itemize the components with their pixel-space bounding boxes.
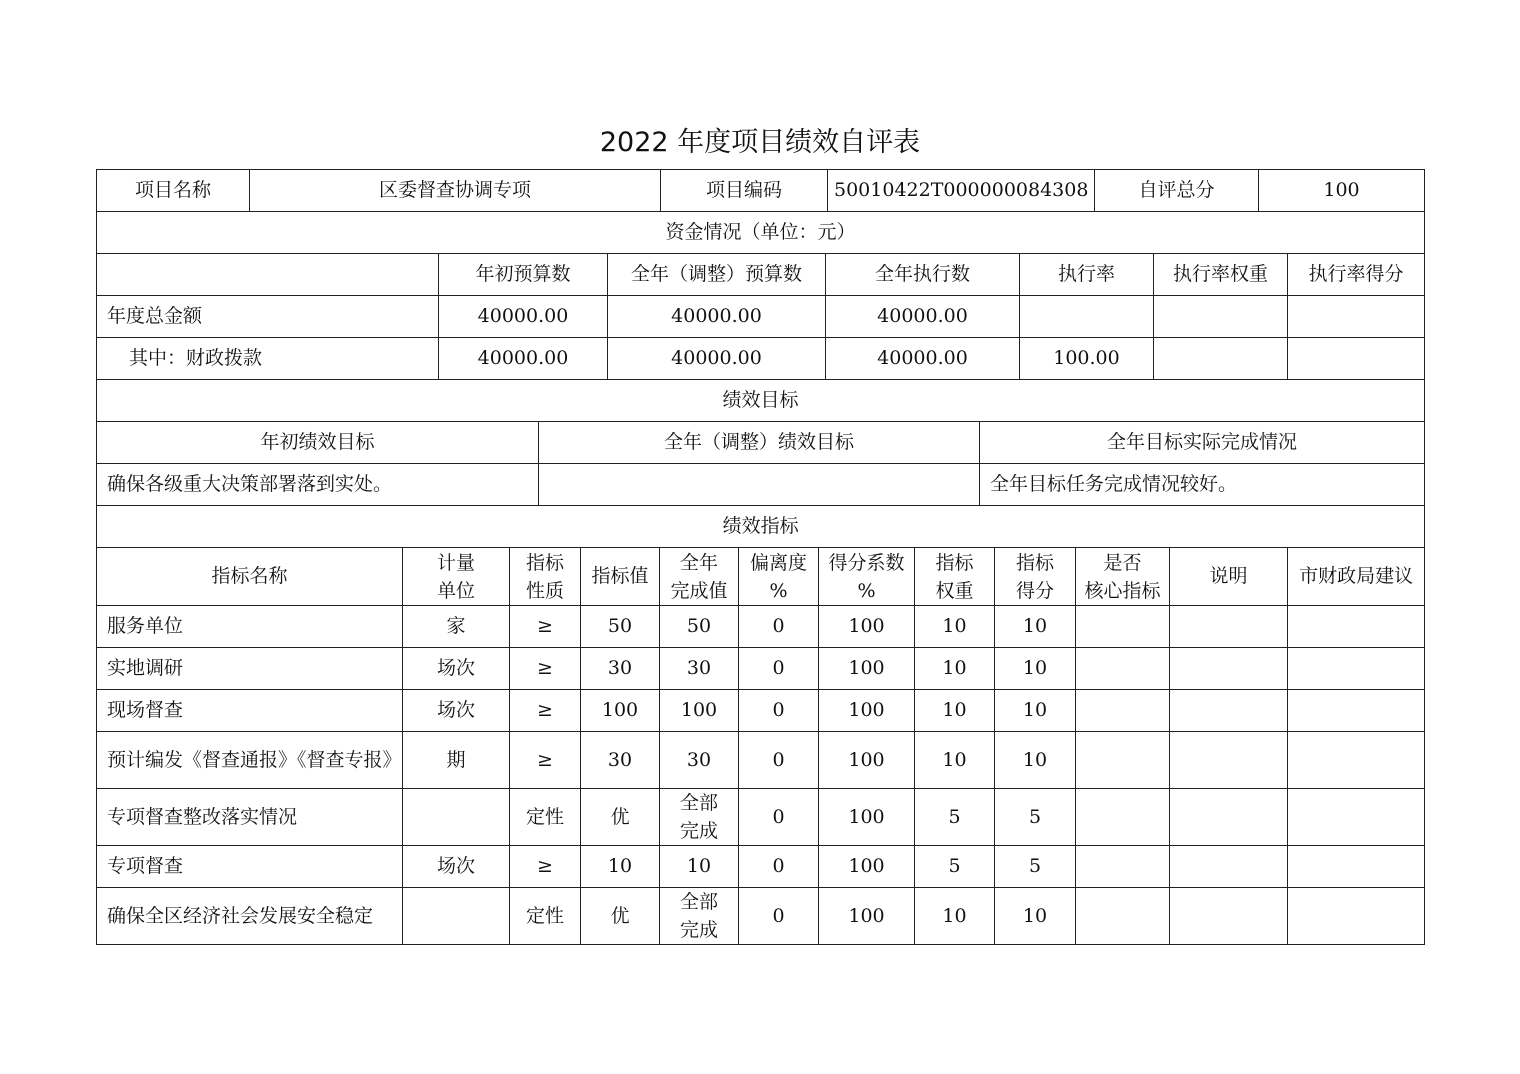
- indicator-note: [1170, 606, 1288, 648]
- indicator-value: 优: [581, 789, 660, 846]
- indicators-section-row: [97, 506, 1425, 548]
- indicator-score: 10: [995, 888, 1076, 945]
- indicator-deviation: 0: [739, 690, 819, 732]
- goal-initial: 确保各级重大决策部署落到实处。: [97, 464, 539, 506]
- funds-score-cell: [1288, 338, 1425, 380]
- goals-section-title: 绩效目标: [97, 380, 1425, 422]
- indicator-header-coef-line: 得分系数: [828, 551, 905, 574]
- indicator-nature: ≥: [510, 648, 581, 690]
- indicator-nature: 定性: [510, 888, 581, 945]
- indicator-nature: 定性: [510, 789, 581, 846]
- self-score-label: 自评总分: [1095, 170, 1259, 212]
- goal-adjusted: [539, 464, 980, 506]
- funds-adjusted-cell: 40000.00: [608, 296, 826, 338]
- indicator-value: 优: [581, 888, 660, 945]
- funds-header-cell: 全年（调整）预算数: [608, 254, 826, 296]
- indicator-advice: [1288, 648, 1425, 690]
- indicator-header-score-line: 得分: [1015, 579, 1054, 602]
- funds-initial-cell: 40000.00: [439, 296, 608, 338]
- indicator-advice: [1288, 888, 1425, 945]
- indicator-name: 预计编发《督查通报》《督查专报》: [97, 732, 403, 789]
- indicator-done: 30: [660, 732, 739, 789]
- funds-row: [97, 296, 1425, 338]
- indicator-score: 10: [995, 732, 1076, 789]
- indicator-score: 10: [995, 690, 1076, 732]
- indicator-nature: ≥: [510, 606, 581, 648]
- funds-section-title: 资金情况（单位：元）: [97, 212, 1425, 254]
- indicator-note: [1170, 789, 1288, 846]
- indicator-coef: 100: [819, 732, 915, 789]
- funds-header-cell: 执行率: [1020, 254, 1154, 296]
- goal-actual: 全年目标任务完成情况较好。: [980, 464, 1425, 506]
- indicator-header-coef: [819, 548, 915, 606]
- goals-header-row: [97, 422, 1425, 464]
- project-info-row: [97, 170, 1425, 212]
- indicator-header-unit: [403, 548, 510, 606]
- indicator-score: 5: [995, 846, 1076, 888]
- indicator-row: [97, 606, 1425, 648]
- indicator-row: [97, 789, 1425, 846]
- indicator-header-core-line: 核心指标: [1084, 579, 1161, 602]
- funds-weight-cell: [1154, 338, 1288, 380]
- indicator-row: [97, 690, 1425, 732]
- indicator-unit: 家: [403, 606, 510, 648]
- indicator-weight: 10: [915, 648, 995, 690]
- indicator-done: 30: [660, 648, 739, 690]
- indicator-weight: 5: [915, 789, 995, 846]
- indicator-name: 现场督查: [97, 690, 403, 732]
- indicator-note: [1170, 732, 1288, 789]
- indicator-name: 专项督查: [97, 846, 403, 888]
- goals-header-cell: 全年目标实际完成情况: [980, 422, 1425, 464]
- indicator-coef: 100: [819, 789, 915, 846]
- indicator-header-done-line: 全年: [679, 551, 718, 574]
- indicator-header-core: [1076, 548, 1170, 606]
- indicator-header-nature: [510, 548, 581, 606]
- goals-table: [96, 379, 1425, 506]
- indicator-score: 10: [995, 648, 1076, 690]
- indicator-name: 专项督查整改落实情况: [97, 789, 403, 846]
- indicator-core: [1076, 732, 1170, 789]
- indicator-deviation: 0: [739, 789, 819, 846]
- indicator-coef: 100: [819, 606, 915, 648]
- indicator-coef: 100: [819, 888, 915, 945]
- funds-score-cell: [1288, 296, 1425, 338]
- project-code-label: 项目编码: [661, 170, 828, 212]
- indicator-note: [1170, 690, 1288, 732]
- indicator-value: 50: [581, 606, 660, 648]
- funds-header-cell: 执行率得分: [1288, 254, 1425, 296]
- funds-weight-cell: [1154, 296, 1288, 338]
- indicator-row: [97, 846, 1425, 888]
- funds-section-row: [97, 212, 1425, 254]
- indicator-advice: [1288, 789, 1425, 846]
- indicator-core: [1076, 648, 1170, 690]
- indicator-unit: [403, 888, 510, 945]
- indicator-deviation: 0: [739, 888, 819, 945]
- indicator-header-core-line: 是否: [1103, 551, 1142, 574]
- indicator-weight: 5: [915, 846, 995, 888]
- indicator-name: 确保全区经济社会发展安全稳定: [97, 888, 403, 945]
- indicator-header-coef-line: %: [857, 579, 876, 602]
- indicator-unit: 场次: [403, 690, 510, 732]
- indicator-header-weight-line: 指标: [935, 551, 974, 574]
- goals-header-cell: 全年（调整）绩效目标: [539, 422, 980, 464]
- indicator-header-nature-line: 指标: [525, 551, 564, 574]
- indicator-advice: [1288, 606, 1425, 648]
- indicator-score: 5: [995, 789, 1076, 846]
- indicator-weight: 10: [915, 732, 995, 789]
- indicator-advice: [1288, 846, 1425, 888]
- indicator-done: 50: [660, 606, 739, 648]
- indicator-unit: [403, 789, 510, 846]
- project-code-value: 50010422T000000084308: [828, 170, 1095, 212]
- funds-rate-cell: 100.00: [1020, 338, 1154, 380]
- indicator-row: [97, 888, 1425, 945]
- funds-header-cell: 年初预算数: [439, 254, 608, 296]
- funds-header-row: [97, 254, 1425, 296]
- indicator-coef: 100: [819, 648, 915, 690]
- indicators-section-title: 绩效指标: [97, 506, 1425, 548]
- indicators-table: [96, 505, 1425, 945]
- indicator-nature: ≥: [510, 690, 581, 732]
- indicator-header-score-line: 指标: [1015, 551, 1054, 574]
- funds-initial-cell: 40000.00: [439, 338, 608, 380]
- project-name-label: 项目名称: [97, 170, 250, 212]
- indicator-note: [1170, 648, 1288, 690]
- indicator-value: 100: [581, 690, 660, 732]
- goals-header-cell: 年初绩效目标: [97, 422, 539, 464]
- indicator-deviation: 0: [739, 648, 819, 690]
- indicator-core: [1076, 888, 1170, 945]
- indicator-header-deviation-line: %: [769, 579, 788, 602]
- indicator-row: [97, 648, 1425, 690]
- indicator-unit: 期: [403, 732, 510, 789]
- funds-header-blank: [97, 254, 439, 296]
- funds-row: [97, 338, 1425, 380]
- indicator-value: 10: [581, 846, 660, 888]
- indicator-nature: ≥: [510, 846, 581, 888]
- indicator-header-done-line: 完成值: [670, 579, 728, 602]
- indicator-header-value: 指标值: [581, 548, 660, 606]
- goals-content-row: [97, 464, 1425, 506]
- indicator-header-deviation-line: 偏离度: [749, 551, 807, 574]
- indicator-deviation: 0: [739, 606, 819, 648]
- indicator-weight: 10: [915, 690, 995, 732]
- indicator-weight: 10: [915, 888, 995, 945]
- indicator-advice: [1288, 732, 1425, 789]
- indicator-name: 服务单位: [97, 606, 403, 648]
- indicator-header-name: 指标名称: [97, 548, 403, 606]
- indicator-value: 30: [581, 648, 660, 690]
- funds-executed-cell: 40000.00: [826, 338, 1020, 380]
- indicator-header-done: [660, 548, 739, 606]
- indicator-advice: [1288, 690, 1425, 732]
- indicators-header-row: [97, 548, 1425, 606]
- indicator-header-nature-line: 性质: [525, 579, 564, 602]
- indicator-header-weight: [915, 548, 995, 606]
- indicator-done: 100: [660, 690, 739, 732]
- self-score-value: 100: [1259, 170, 1425, 212]
- funds-header-cell: 全年执行数: [826, 254, 1020, 296]
- indicator-name: 实地调研: [97, 648, 403, 690]
- indicator-weight: 10: [915, 606, 995, 648]
- indicator-coef: 100: [819, 690, 915, 732]
- indicator-deviation: 0: [739, 846, 819, 888]
- funds-table: [96, 211, 1425, 380]
- indicator-header-advice: 市财政局建议: [1288, 548, 1425, 606]
- indicator-header-unit-line: 单位: [436, 579, 475, 602]
- indicator-header-unit-line: 计量: [436, 551, 475, 574]
- indicator-note: [1170, 888, 1288, 945]
- indicator-row: [97, 732, 1425, 789]
- project-name-value: 区委督查协调专项: [250, 170, 661, 212]
- indicator-core: [1076, 690, 1170, 732]
- evaluation-form: [96, 169, 1424, 945]
- page-title: 2022 年度项目绩效自评表: [599, 127, 921, 158]
- indicator-nature: ≥: [510, 732, 581, 789]
- indicator-deviation: 0: [739, 732, 819, 789]
- indicator-header-weight-line: 权重: [935, 579, 974, 602]
- indicator-core: [1076, 846, 1170, 888]
- indicator-header-score: [995, 548, 1076, 606]
- indicator-score: 10: [995, 606, 1076, 648]
- indicator-done: 全部完成: [660, 888, 739, 945]
- goals-section-row: [97, 380, 1425, 422]
- funds-row-label: 其中：财政拨款: [97, 338, 439, 380]
- indicator-done: 10: [660, 846, 739, 888]
- indicator-core: [1076, 789, 1170, 846]
- indicator-note: [1170, 846, 1288, 888]
- indicator-coef: 100: [819, 846, 915, 888]
- funds-header-cell: 执行率权重: [1154, 254, 1288, 296]
- indicator-header-note: 说明: [1170, 548, 1288, 606]
- indicator-header-deviation: [739, 548, 819, 606]
- funds-row-label: 年度总金额: [97, 296, 439, 338]
- indicator-done: 全部完成: [660, 789, 739, 846]
- funds-executed-cell: 40000.00: [826, 296, 1020, 338]
- funds-rate-cell: [1020, 296, 1154, 338]
- indicator-unit: 场次: [403, 846, 510, 888]
- indicator-value: 30: [581, 732, 660, 789]
- project-info-table: [96, 169, 1425, 212]
- indicator-core: [1076, 606, 1170, 648]
- funds-adjusted-cell: 40000.00: [608, 338, 826, 380]
- indicator-unit: 场次: [403, 648, 510, 690]
